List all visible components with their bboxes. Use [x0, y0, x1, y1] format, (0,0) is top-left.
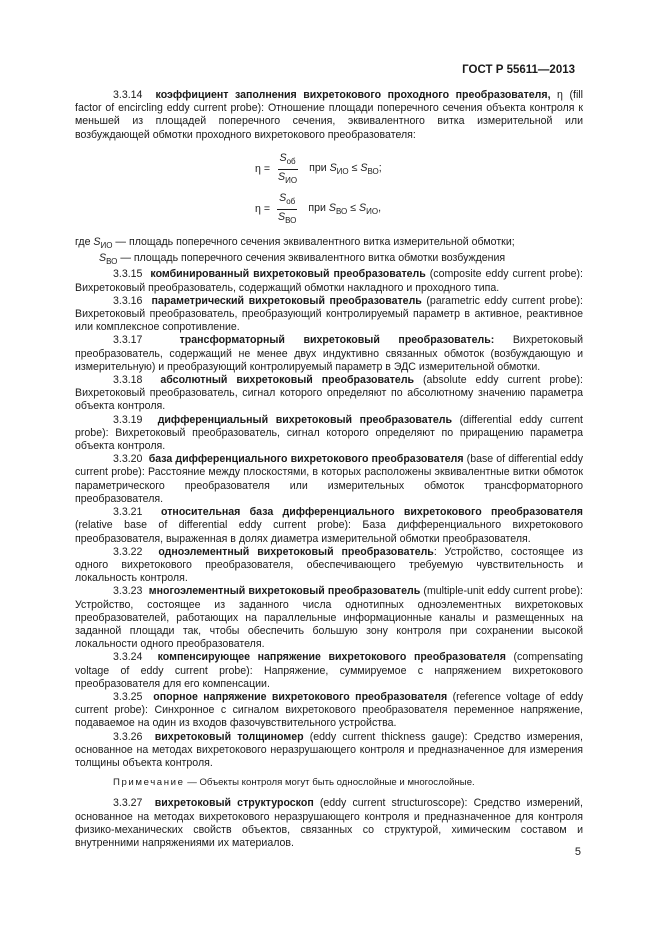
entry-term: вихретоковый структуроскоп — [154, 797, 314, 810]
note — [75, 776, 583, 789]
fraction-denominator: $S_{ИО}$ — [278, 171, 298, 186]
term-entry: 3.3.16 параметрический вихретоковый преобразователь (parametric eddy current probe): Вихретоковый преобразователь, преобразующий контролируемый параметр в активное, реактивное или комплексное сопротивление. — [75, 294, 583, 334]
formula-fraction — [276, 192, 298, 228]
term-entry: 3.3.21 относительная база дифференциального вихретокового преобразователя (relative base of differential eddy current probe): База дифференциального вихретокового преобразователя, выраженная в долях диаметра измерительной обмотки преобразователя. — [75, 506, 583, 545]
entry-number: 3.3.14 — [113, 89, 143, 101]
term-entry: 3.3.24 компенсирующее напряжение вихретокового преобразователя (compensating voltage of eddy current probe): Напряжение, суммируемое с напряжением вихретокового преобразователя для его компенсации. — [75, 651, 584, 690]
note-label: Примечание — [113, 777, 185, 789]
entry-definition: (eddy current structuroscope): Средство измерений, основанное на методах вихретокового неразрушающего контроля и предназначенное для контроля физико-механических свойств объектов, связанных со структурой, химическим составом и внутренними напряжениями их материалов. — [75, 797, 584, 849]
formula-fill-factor-2 — [255, 190, 583, 230]
term-entry-3-3-27 — [75, 797, 583, 850]
entry-definition: η (fill factor of encircling eddy current probe): Отношение площади поперечного сечения объекта контроля к меньшей из площадей поперечного сечения, эквивалентного витка измерительной или возбуждающей обмотки проходного вихретокового преобразователя: — [75, 89, 584, 141]
formula-fraction — [276, 152, 299, 188]
formula-condition: при $S_{ВО} \le S_{ИО}$, — [308, 201, 382, 216]
formula-definitions — [75, 236, 583, 269]
fraction-numerator: $S_{об}$ — [277, 192, 297, 210]
definition-s-io: где $S_{ИО}$ — площадь поперечного сечения эквивалентного витка измерительной обмотки; — [75, 235, 515, 250]
term-entry-3-3-14 — [75, 89, 583, 142]
term-entry: 3.3.23 многоэлементный вихретоковый преобразователь (multiple-unit eddy current probe): Устройство, состоящее из заданного числа однотипных одноэлементных вихретоковых преобразователей, работающих на параллельные информационные каналы и размещенных на заданной площади так, чтобы обеспечить большую зону контроля при сохранении высокой локальности одного преобразователя. — [75, 585, 583, 651]
term-entry: 3.3.22 одноэлементный вихретоковый преобразователь: Устройство, состоящее из одного вихретокового преобразователя, обеспечивающего требуемую чувствительность и локальность контроля. — [75, 545, 583, 585]
document-body — [75, 89, 583, 850]
definition-s-vo: $S_{ВО}$ — площадь поперечного сечения эквивалентного витка обмотки возбуждения — [99, 252, 506, 267]
document-header: ГОСТ Р 55611—2013 — [462, 64, 575, 76]
fraction-denominator: $S_{ВО}$ — [278, 211, 297, 226]
term-entry: 3.3.26 вихретоковый толщиномер (eddy current thickness gauge): Средство измерения, основанное на методах вихретокового неразрушающего контроля и предназначенное для измерения толщины объекта контроля. — [75, 730, 583, 769]
note-text: — Объекты контроля могут быть однослойные и многослойные. — [184, 777, 475, 789]
fraction-numerator: $S_{об}$ — [278, 152, 298, 170]
term-entry: 3.3.20 база дифференциального вихретокового преобразователя (base of differential eddy current probe): Расстояние между плоскостями, в которых расположены эквивалентные витки обмоток параметрического преобразователя или измерительных обмоток трансформаторного преобразователя. — [75, 453, 583, 505]
term-entry: 3.3.25 опорное напряжение вихретокового преобразователя (reference voltage of eddy current probe): Синхронное с сигналом вихретокового преобразователя переменное напряжение, подаваемое на один из входов фазочувствительного устройства. — [75, 690, 583, 730]
entry-term: коэффициент заполнения вихретокового проходного преобразователя, — [155, 89, 551, 101]
page-number: 5 — [574, 846, 581, 858]
formula-lhs: η = — [255, 203, 271, 216]
term-entry: 3.3.17 трансформаторный вихретоковый преобразователь: Вихретоковый преобразователь, содержащий не менее двух индуктивно связанных обмоток (возбуждающую и измерительную) и преобразующий контролируемый параметр в ЭДС измерительной обмотки. — [75, 334, 583, 373]
formula-fill-factor-1 — [255, 150, 583, 190]
term-entry: 3.3.15 комбинированный вихретоковый преобразователь (composite eddy current probe): Вихретоковый преобразователь, содержащий обмотки накладного и проходного типа. — [75, 268, 583, 294]
term-entry: 3.3.18 абсолютный вихретоковый преобразователь (absolute eddy current probe): Вихретоковый преобразователь, сигнал которого определяют по абсолютному значению параметра объекта контроля. — [75, 374, 583, 413]
formula-condition: при $S_{ИО} \le S_{ВО}$; — [309, 161, 382, 176]
formula-lhs: η = — [255, 163, 271, 176]
term-entry: 3.3.19 дифференциальный вихретоковый преобразователь (differential eddy current probe): Вихретоковый преобразователь, сигнал которого определяют по приращению параметра объекта контроля. — [75, 413, 583, 453]
entry-number: 3.3.27 — [113, 797, 143, 810]
